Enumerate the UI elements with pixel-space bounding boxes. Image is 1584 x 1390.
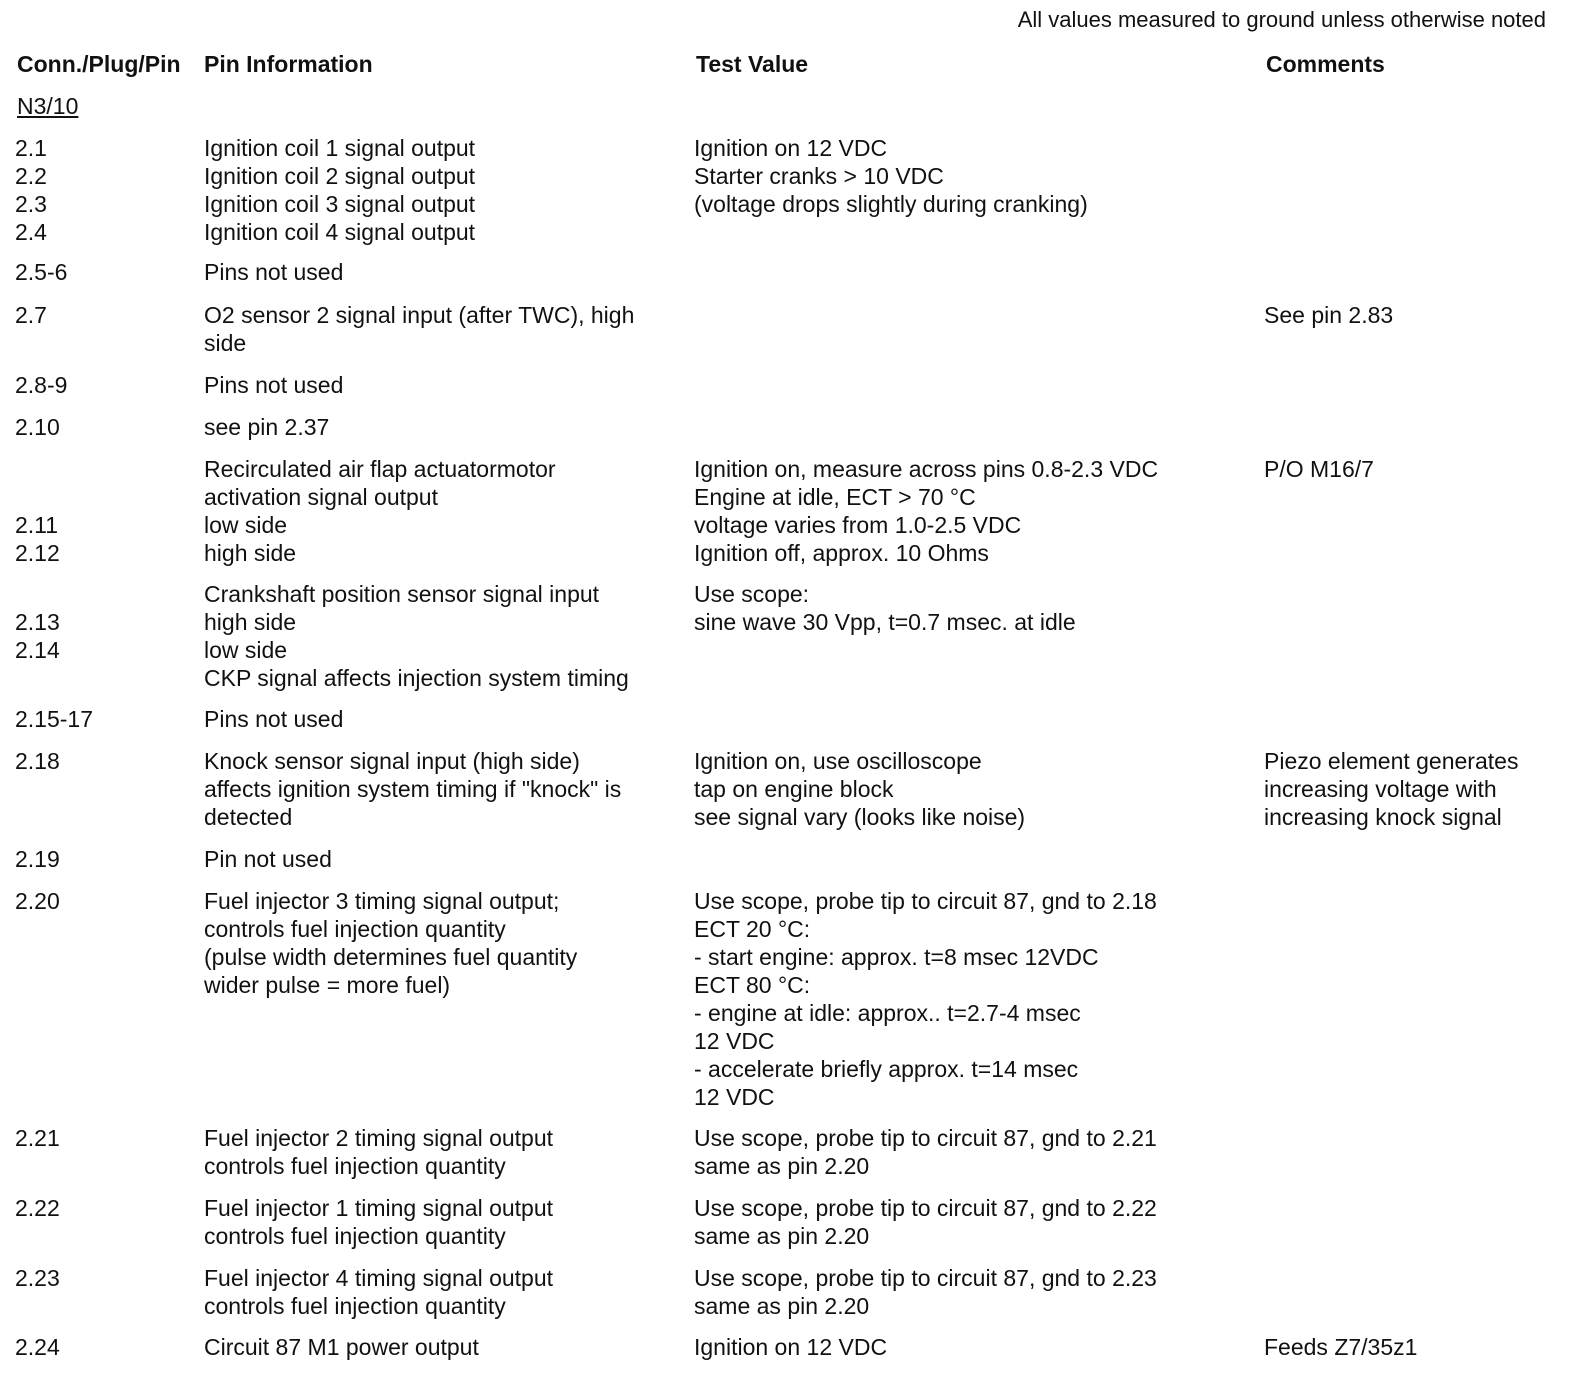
pin-number-cell: [15, 580, 195, 664]
pin-information-line: activation signal output: [204, 484, 438, 510]
pin-information-line: Fuel injector 4 timing signal output: [204, 1265, 554, 1291]
pin-information-line: Fuel injector 3 timing signal output;: [204, 888, 560, 914]
test-value-line: sine wave 30 Vpp, t=0.7 msec. at idle: [694, 609, 1076, 635]
pin-information-line: high side: [204, 540, 297, 566]
pin-information-line: controls fuel injection quantity: [204, 1223, 506, 1249]
test-value-line: tap on engine block: [694, 776, 894, 802]
pin-number-cell: [15, 1264, 195, 1292]
test-value-line: see signal vary (looks like noise): [694, 804, 1026, 830]
comment-cell: [1264, 301, 1564, 329]
test-value-line: 12 VDC: [694, 1084, 775, 1110]
pin-information-line: O2 sensor 2 signal input (after TWC), high: [204, 302, 635, 328]
pin-number-cell: [15, 455, 195, 567]
pin-information-line: Pins not used: [204, 259, 344, 285]
test-value-line: same as pin 2.20: [694, 1153, 870, 1179]
test-value-line: Ignition on, measure across pins 0.8-2.3 VDC: [694, 456, 1159, 482]
test-value-line: Use scope, probe tip to circuit 87, gnd to 2.18: [694, 888, 1157, 914]
test-value-cell: [694, 1264, 1254, 1320]
pin-number-line: 2.18: [15, 748, 60, 774]
pin-number-cell: [15, 134, 195, 246]
pin-information-line: Fuel injector 2 timing signal output: [204, 1125, 554, 1151]
pin-information-line: Ignition coil 2 signal output: [204, 163, 476, 189]
pin-information-cell: [204, 455, 684, 567]
header-test-value: Test Value: [696, 51, 809, 77]
connector-label: N3/10: [17, 93, 79, 119]
pin-number-line: [15, 483, 195, 511]
pin-information-cell: [204, 1194, 684, 1250]
pin-information-cell: [204, 413, 684, 441]
pin-number-line: 2.15-17: [15, 706, 94, 732]
pin-information-line: CKP signal affects injection system timing: [204, 665, 629, 691]
pin-information-cell: [204, 1124, 684, 1180]
pin-number-line: 2.5-6: [15, 259, 68, 285]
pin-number-line: 2.7: [15, 302, 47, 328]
pin-information-cell: [204, 845, 684, 873]
pin-information-line: low side: [204, 512, 288, 538]
pin-information-line: side: [204, 330, 247, 356]
comment-cell: [1264, 747, 1564, 831]
pin-number-cell: [15, 413, 195, 441]
pin-information-line: Ignition coil 4 signal output: [204, 219, 476, 245]
pin-number-line: 2.10: [15, 414, 60, 440]
comment-cell: [1264, 1333, 1564, 1361]
comment-line: See pin 2.83: [1264, 302, 1394, 328]
pin-number-line: 2.24: [15, 1334, 60, 1360]
pin-number-line: 2.20: [15, 888, 60, 914]
test-value-line: Use scope, probe tip to circuit 87, gnd to 2.21: [694, 1125, 1157, 1151]
pin-information-cell: [204, 705, 684, 733]
pin-information-line: low side: [204, 637, 288, 663]
pin-number-line: 2.2: [15, 163, 47, 189]
pin-information-cell: [204, 258, 684, 286]
pin-number-cell: [15, 845, 195, 873]
test-value-line: - start engine: approx. t=8 msec 12VDC: [694, 944, 1099, 970]
pin-number-cell: [15, 1333, 195, 1361]
test-value-cell: [694, 1194, 1254, 1250]
pin-information-line: controls fuel injection quantity: [204, 1293, 506, 1319]
pin-information-line: Knock sensor signal input (high side): [204, 748, 580, 774]
test-value-cell: [694, 1333, 1254, 1361]
pin-number-line: [15, 455, 195, 483]
pin-information-line: Ignition coil 1 signal output: [204, 135, 476, 161]
pin-information-line: Fuel injector 1 timing signal output: [204, 1195, 554, 1221]
pin-number-cell: [15, 747, 195, 775]
test-value-line: Use scope:: [694, 581, 810, 607]
pin-information-line: detected: [204, 804, 293, 830]
test-value-line: Ignition on 12 VDC: [694, 1334, 888, 1360]
pin-information-line: wider pulse = more fuel): [204, 972, 451, 998]
pin-number-line: 2.22: [15, 1195, 60, 1221]
pin-information-line: controls fuel injection quantity: [204, 1153, 506, 1179]
pin-number-line: 2.14: [15, 637, 60, 663]
pin-number-cell: [15, 1124, 195, 1152]
comment-line: Feeds Z7/35z1: [1264, 1334, 1418, 1360]
pin-number-line: 2.8-9: [15, 372, 68, 398]
pin-number-cell: [15, 1194, 195, 1222]
pin-number-line: 2.12: [15, 540, 60, 566]
pin-information-cell: [204, 1264, 684, 1320]
test-value-line: voltage varies from 1.0-2.5 VDC: [694, 512, 1022, 538]
pin-information-line: Pins not used: [204, 706, 344, 732]
test-value-cell: [694, 580, 1254, 636]
pin-information-line: (pulse width determines fuel quantity: [204, 944, 578, 970]
test-value-cell: [694, 1124, 1254, 1180]
pin-number-cell: [15, 301, 195, 329]
pin-information-cell: [204, 887, 684, 999]
pin-number-line: 2.19: [15, 846, 60, 872]
pin-number-line: 2.4: [15, 219, 47, 245]
pin-number-line: 2.13: [15, 609, 60, 635]
test-value-line: ECT 80 °C:: [694, 972, 811, 998]
pin-information-line: Pins not used: [204, 372, 344, 398]
pin-information-line: high side: [204, 609, 297, 635]
pin-information-line: Circuit 87 M1 power output: [204, 1334, 479, 1360]
test-value-line: Use scope, probe tip to circuit 87, gnd to 2.22: [694, 1195, 1157, 1221]
pin-number-line: [15, 580, 195, 608]
pin-information-line: see pin 2.37: [204, 414, 330, 440]
pin-number-cell: [15, 258, 195, 286]
pin-information-line: Crankshaft position sensor signal input: [204, 581, 600, 607]
header-pin-information: Pin Information: [204, 51, 373, 77]
test-value-cell: [694, 887, 1254, 1111]
test-value-line: Starter cranks > 10 VDC: [694, 163, 944, 189]
pin-number-line: 2.23: [15, 1265, 60, 1291]
comment-cell: [1264, 455, 1564, 483]
comment-line: increasing knock signal: [1264, 804, 1502, 830]
pin-number-line: 2.11: [15, 512, 59, 538]
comment-line: Piezo element generates: [1264, 748, 1519, 774]
pin-number-cell: [15, 705, 195, 733]
pin-number-cell: [15, 371, 195, 399]
test-value-cell: [694, 455, 1254, 567]
pin-information-line: Ignition coil 3 signal output: [204, 191, 476, 217]
header-comments: Comments: [1266, 51, 1385, 77]
test-value-cell: [694, 747, 1254, 831]
test-value-line: Ignition off, approx. 10 Ohms: [694, 540, 989, 566]
pin-information-cell: [204, 371, 684, 399]
pin-number-line: 2.21: [15, 1125, 60, 1151]
pin-information-cell: [204, 747, 684, 831]
test-value-line: Ignition on 12 VDC: [694, 135, 888, 161]
test-value-line: same as pin 2.20: [694, 1293, 870, 1319]
test-value-line: ECT 20 °C:: [694, 916, 811, 942]
pin-information-line: affects ignition system timing if "knock" is: [204, 776, 622, 802]
test-value-line: (voltage drops slightly during cranking): [694, 191, 1088, 217]
pin-information-cell: [204, 134, 684, 246]
comment-line: P/O M16/7: [1264, 456, 1374, 482]
comment-line: increasing voltage with: [1264, 776, 1497, 802]
pin-information-line: Pin not used: [204, 846, 332, 872]
test-value-line: - accelerate briefly approx. t=14 msec: [694, 1056, 1079, 1082]
pin-number-line: 2.3: [15, 191, 47, 217]
test-value-line: Use scope, probe tip to circuit 87, gnd to 2.23: [694, 1265, 1157, 1291]
pin-number-line: 2.1: [15, 135, 47, 161]
pin-information-line: Recirculated air flap actuatormotor: [204, 456, 556, 482]
test-value-cell: [694, 134, 1254, 218]
pin-information-cell: [204, 1333, 684, 1361]
pin-information-cell: [204, 301, 684, 357]
pin-information-cell: [204, 580, 684, 692]
test-value-line: same as pin 2.20: [694, 1223, 870, 1249]
test-value-line: 12 VDC: [694, 1028, 775, 1054]
pin-information-line: controls fuel injection quantity: [204, 916, 506, 942]
header-pin: Conn./Plug/Pin: [17, 51, 181, 77]
test-value-line: Ignition on, use oscilloscope: [694, 748, 982, 774]
pin-number-cell: [15, 887, 195, 915]
test-value-line: Engine at idle, ECT > 70 °C: [694, 484, 976, 510]
test-value-line: - engine at idle: approx.. t=2.7-4 msec: [694, 1000, 1081, 1026]
measurement-note: All values measured to ground unless otherwise noted: [1017, 7, 1546, 32]
